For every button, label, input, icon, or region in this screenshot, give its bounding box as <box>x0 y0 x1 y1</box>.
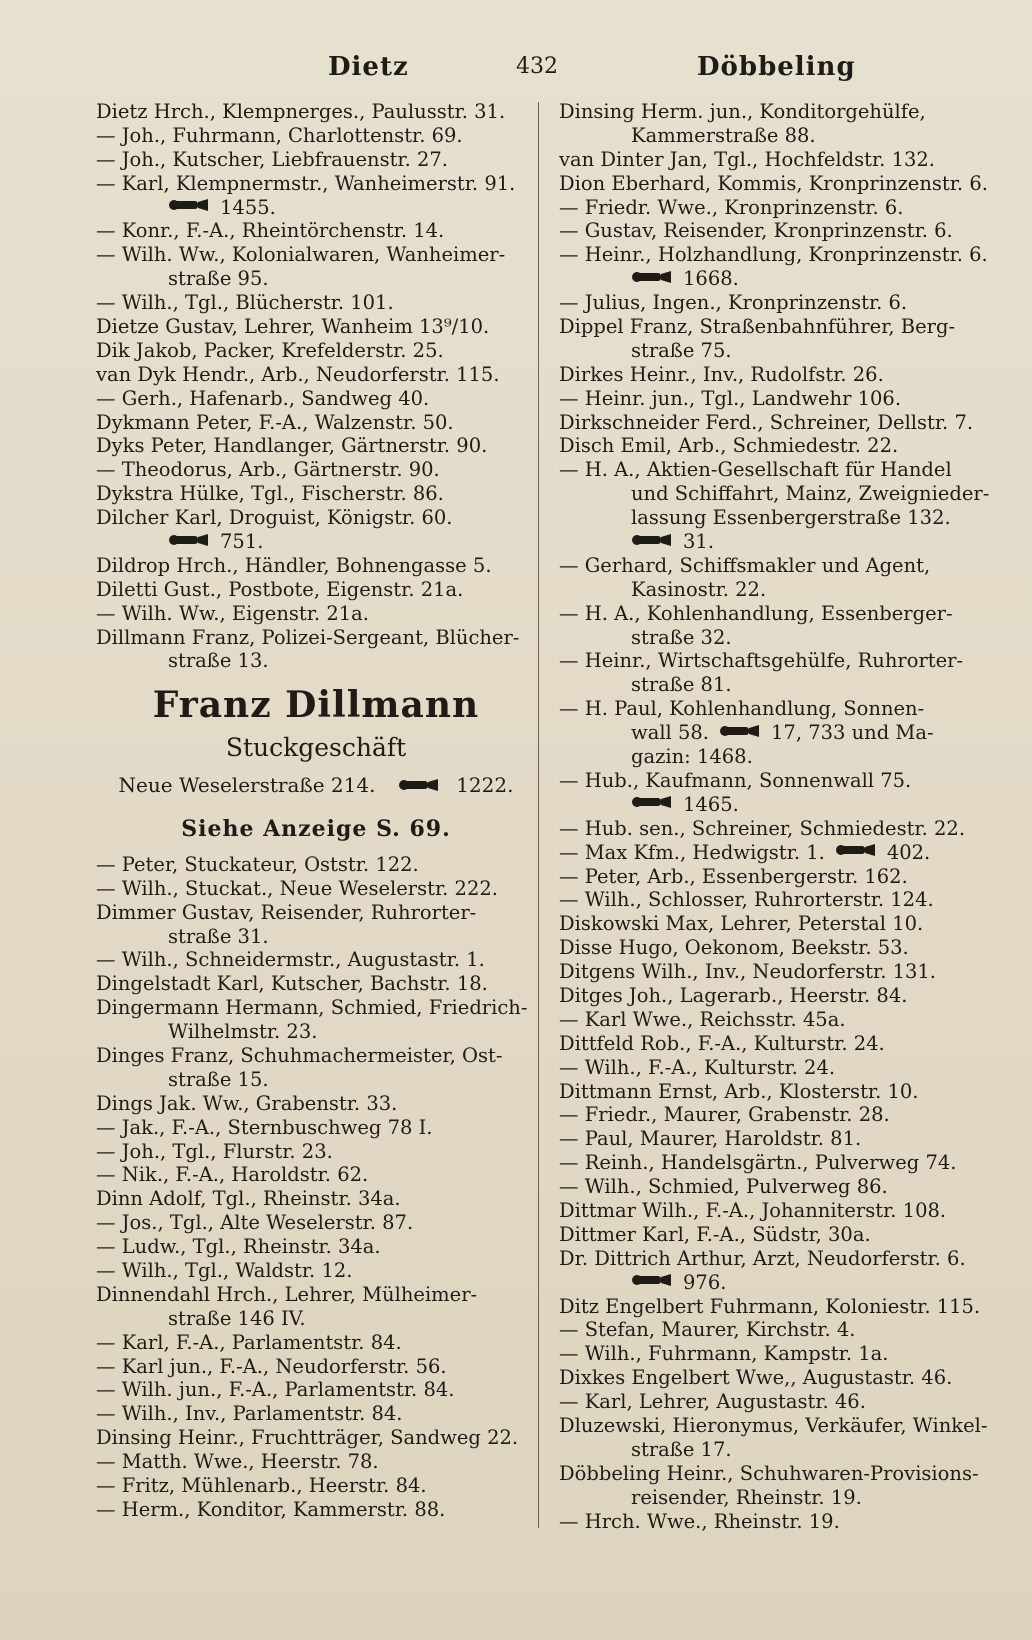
entry-text: van Dinter Jan, Tgl., Hochfeldstr. 132. <box>559 147 935 171</box>
directory-entry-line <box>559 888 987 912</box>
directory-entry-line <box>559 458 987 482</box>
directory-entry-line <box>96 506 536 530</box>
left-entries-after-ad <box>96 853 536 1522</box>
directory-entry-line <box>96 1426 536 1450</box>
entry-text: — Wilh., Stuckat., Neue Weselerstr. 222. <box>96 876 498 900</box>
entry-text: — Nik., F.-A., Haroldstr. 62. <box>96 1163 369 1187</box>
directory-entry-line <box>96 1378 536 1402</box>
directory-entry-line <box>559 936 987 960</box>
entry-text: — H. Paul, Kohlenhandlung, Sonnen- <box>559 697 925 721</box>
entry-text: straße 75. <box>631 338 732 362</box>
directory-entry-line <box>559 673 987 697</box>
ad-reference: Siehe Anzeige S. 69. <box>181 815 451 842</box>
directory-entry-line <box>96 877 536 901</box>
telephone-icon <box>631 1271 677 1295</box>
directory-entry-line <box>96 901 536 925</box>
directory-entry-line <box>559 841 987 865</box>
entry-text: Dinnendahl Hrch., Lehrer, Mülheimer- <box>96 1282 478 1306</box>
directory-entry-line <box>96 458 536 482</box>
entry-text: straße 95. <box>168 267 269 291</box>
entry-text: Dittmann Ernst, Arb., Klosterstr. 10. <box>559 1079 919 1103</box>
directory-entry-line <box>96 482 536 506</box>
entry-text: 31. <box>683 530 715 554</box>
directory-entry-line <box>559 267 987 291</box>
directory-entry-line <box>96 1307 536 1331</box>
entry-text: wall 58. <box>631 721 709 745</box>
left-entries <box>96 100 536 673</box>
entry-text: — Hub. sen., Schreiner, Schmiedestr. 22. <box>559 816 966 840</box>
directory-entry-line <box>559 196 987 220</box>
directory-entry-line <box>96 578 536 602</box>
entry-text: Dilcher Karl, Droguist, Königstr. 60. <box>96 506 453 530</box>
entry-text: Dings Jak. Ww., Grabenstr. 33. <box>96 1091 398 1115</box>
entry-text: — Hrch. Wwe., Rheinstr. 19. <box>559 1509 840 1533</box>
entry-text: Dion Eberhard, Kommis, Kronprinzenstr. 6. <box>559 171 988 195</box>
ad-address-line <box>96 765 536 807</box>
directory-entry-line <box>559 1462 987 1486</box>
directory-entry-line <box>559 1223 987 1247</box>
entry-text: Dinsing Heinr., Fruchtträger, Sandweg 22. <box>96 1426 519 1450</box>
entry-phone-number: 402. <box>886 840 931 864</box>
directory-entry-line <box>559 482 990 506</box>
directory-entry-line <box>96 1140 536 1164</box>
directory-entry-line <box>96 315 536 339</box>
entry-text: Disch Emil, Arb., Schmiedestr. 22. <box>559 434 899 458</box>
entry-text: — Wilh., Inv., Parlamentstr. 84. <box>96 1402 403 1426</box>
directory-entry-line <box>96 1331 536 1355</box>
entry-text: — Theodorus, Arb., Gärtnerstr. 90. <box>96 458 440 482</box>
right-column <box>559 100 990 1533</box>
entry-text: — Wilh., F.-A., Kulturstr. 24. <box>559 1055 836 1079</box>
entry-text: straße 81. <box>631 673 732 697</box>
entry-text: — H. A., Kohlenhandlung, Essenberger- <box>559 601 953 625</box>
directory-entry-line <box>96 1020 536 1044</box>
directory-entry-line <box>96 530 536 554</box>
directory-entry-line <box>96 972 536 996</box>
directory-entry-line <box>559 793 987 817</box>
telephone-icon <box>168 531 214 555</box>
directory-entry-line <box>96 196 536 220</box>
directory-entry-line <box>96 1474 536 1498</box>
entry-text: Ditz Engelbert Fuhrmann, Koloniestr. 115. <box>559 1294 981 1318</box>
entry-text: — Joh., Tgl., Flurstr. 23. <box>96 1139 333 1163</box>
entry-text: Diletti Gust., Postbote, Eigenstr. 21a. <box>96 577 464 601</box>
entry-text: 1668. <box>683 267 739 291</box>
directory-entry-line <box>559 506 987 530</box>
entry-text: lassung Essenbergerstraße 132. <box>631 506 951 530</box>
directory-entry-line <box>96 339 536 363</box>
directory-entry-line <box>559 649 987 673</box>
directory-entry-line <box>559 1486 987 1510</box>
directory-entry-line <box>96 1402 536 1426</box>
directory-entry-line <box>559 387 987 411</box>
entry-text: gazin: 1468. <box>631 745 753 769</box>
entry-text: — Wilh., Tgl., Waldstr. 12. <box>96 1259 353 1283</box>
entry-text: — Karl, F.-A., Parlamentstr. 84. <box>96 1330 402 1354</box>
directory-entry-line <box>559 1318 987 1342</box>
header-left-keyword: Dietz <box>328 52 409 82</box>
entry-text: — Heinr. jun., Tgl., Landwehr 106. <box>559 386 902 410</box>
directory-entry-line <box>559 411 987 435</box>
directory-entry-line <box>96 853 536 877</box>
directory-entry-line <box>559 172 987 196</box>
telephone-icon <box>835 841 881 865</box>
entry-text: Dykstra Hülke, Tgl., Fischerstr. 86. <box>96 482 444 506</box>
entry-text: — Paul, Maurer, Haroldstr. 81. <box>559 1127 862 1151</box>
entry-text: Diskowski Max, Lehrer, Peterstal 10. <box>559 912 924 936</box>
directory-entry-line <box>559 434 987 458</box>
ad-business-type: Stuckgeschäft <box>225 733 407 763</box>
entry-text: — Karl, Klempnermstr., Wanheimerstr. 91. <box>96 171 516 195</box>
telephone-icon <box>168 196 214 220</box>
header-right-keyword: Döbbeling <box>697 52 856 82</box>
directory-entry-line <box>559 530 987 554</box>
entry-text: — Reinh., Handelsgärtn., Pulverweg 74. <box>559 1151 957 1175</box>
directory-entry-line <box>96 1116 536 1140</box>
directory-entry-line <box>96 100 536 124</box>
directory-entry-line <box>559 1127 987 1151</box>
directory-entry-line <box>96 1355 536 1379</box>
directory-entry-line <box>559 912 987 936</box>
directory-entry-line <box>96 948 536 972</box>
entry-text: reisender, Rheinstr. 19. <box>631 1485 862 1509</box>
directory-entry-line <box>559 1390 987 1414</box>
entry-text: — Wilh., Schlosser, Ruhrorterstr. 124. <box>559 888 934 912</box>
entry-text: — Friedr., Maurer, Grabenstr. 28. <box>559 1103 890 1127</box>
entry-text: — Gustav, Reisender, Kronprinzenstr. 6. <box>559 219 953 243</box>
directory-entry-line <box>96 148 536 172</box>
directory-entry-line <box>559 243 987 267</box>
directory-entry-line <box>559 1271 987 1295</box>
entry-text: — Max Kfm., Hedwigstr. 1. <box>559 840 825 864</box>
directory-entry-line <box>559 960 987 984</box>
entry-text: Dingermann Hermann, Schmied, Friedrich- <box>96 996 528 1020</box>
directory-entry-line <box>559 1032 987 1056</box>
directory-entry-line <box>559 554 987 578</box>
entry-text: — Wilh., Fuhrmann, Kampstr. 1a. <box>559 1342 889 1366</box>
telephone-icon <box>398 767 444 807</box>
entry-text: — Jos., Tgl., Alte Weselerstr. 87. <box>96 1211 414 1235</box>
directory-entry-line <box>96 1259 536 1283</box>
directory-entry-line <box>96 1211 536 1235</box>
entry-text: Dr. Dittrich Arthur, Arzt, Neudorferstr. 6. <box>559 1246 966 1270</box>
directory-entry-line <box>96 1283 536 1307</box>
entry-text: Wilhelmstr. 23. <box>168 1020 318 1044</box>
directory-entry-line <box>559 626 987 650</box>
directory-entry-line <box>96 124 536 148</box>
entry-text: — Heinr., Holzhandlung, Kronprinzenstr. 6. <box>559 243 988 267</box>
entry-text: — Konr., F.-A., Rheintörchenstr. 14. <box>96 219 445 243</box>
entry-text: Dixkes Engelbert Wwe,, Augustastr. 46. <box>559 1366 953 1390</box>
entry-text: Dittmar Wilh., F.-A., Johanniterstr. 108. <box>559 1198 947 1222</box>
directory-entry-line <box>559 219 987 243</box>
entry-text: Dirkschneider Ferd., Schreiner, Dellstr. 7. <box>559 410 974 434</box>
telephone-icon <box>631 531 677 555</box>
directory-entry-line <box>96 411 536 435</box>
directory-entry-line <box>96 387 536 411</box>
directory-entry-line <box>559 1342 987 1366</box>
directory-entry-line <box>559 363 987 387</box>
entry-text: — Wilh., Schneidermstr., Augustastr. 1. <box>96 948 485 972</box>
entry-text: — Peter, Stuckateur, Oststr. 122. <box>96 852 419 876</box>
directory-entry-line <box>96 267 536 291</box>
directory-entry-line <box>559 1151 987 1175</box>
entry-text: — Karl Wwe., Reichsstr. 45a. <box>559 1007 846 1031</box>
directory-entry-line <box>96 172 536 196</box>
directory-entry-line <box>559 984 987 1008</box>
entry-text: — Gerhard, Schiffsmakler und Agent, <box>559 553 931 577</box>
entry-text: Dietze Gustav, Lehrer, Wanheim 13⁹/10. <box>96 315 490 339</box>
directory-entry-line <box>96 626 536 650</box>
entry-text: Dingelstadt Karl, Kutscher, Bachstr. 18. <box>96 972 488 996</box>
directory-entry-line <box>559 745 987 769</box>
entry-text: Dirkes Heinr., Inv., Rudolfstr. 26. <box>559 362 884 386</box>
entry-text: straße 31. <box>168 924 269 948</box>
directory-entry-line <box>559 1080 987 1104</box>
entry-text: 1465. <box>683 792 739 816</box>
directory-entry-line <box>559 602 987 626</box>
entry-text: Dinsing Herm. jun., Konditorgehülfe, <box>559 100 926 123</box>
ad-company-name: Franz Dillmann <box>152 684 480 727</box>
directory-entry-line <box>559 865 987 889</box>
entry-text: Dimmer Gustav, Reisender, Ruhrorter- <box>96 900 477 924</box>
directory-entry-line <box>559 1056 987 1080</box>
entry-text: 976. <box>683 1270 727 1294</box>
directory-entry-line <box>559 339 987 363</box>
entry-text: — Jak., F.-A., Sternbuschweg 78 I. <box>96 1115 433 1139</box>
entry-text: Kasinostr. 22. <box>631 577 767 601</box>
directory-entry-line <box>96 1068 536 1092</box>
advertisement <box>96 679 536 851</box>
entry-text: — Joh., Fuhrmann, Charlottenstr. 69. <box>96 123 463 147</box>
entry-text: Dykmann Peter, F.-A., Walzenstr. 50. <box>96 410 454 434</box>
entry-text: Dildrop Hrch., Händler, Bohnengasse 5. <box>96 553 492 577</box>
left-column <box>96 100 536 1522</box>
directory-entry-line <box>559 721 987 745</box>
directory-entry-line <box>559 1103 987 1127</box>
entry-text: straße 146 IV. <box>168 1306 306 1330</box>
directory-entry-line <box>559 1199 987 1223</box>
entry-text: Ditgens Wilh., Inv., Neudorferstr. 131. <box>559 960 937 984</box>
entry-text: und Schiffahrt, Mainz, Zweignieder- <box>631 482 990 506</box>
telephone-icon <box>719 722 765 746</box>
entry-text: — Ludw., Tgl., Rheinstr. 34a. <box>96 1235 381 1259</box>
entry-text: — Wilh. Ww., Kolonialwaren, Wanheimer- <box>96 243 506 267</box>
directory-entry-line <box>96 554 536 578</box>
entry-text: Dik Jakob, Packer, Krefelderstr. 25. <box>96 338 444 362</box>
directory-entry-line <box>559 769 987 793</box>
entry-text: straße 13. <box>168 649 269 673</box>
entry-text: Döbbeling Heinr., Schuhwaren-Provisions- <box>559 1461 979 1485</box>
entry-text: Dittfeld Rob., F.-A., Kulturstr. 24. <box>559 1031 885 1055</box>
directory-entry-line <box>96 925 536 949</box>
entry-text: straße 32. <box>631 625 732 649</box>
entry-text: — Fritz, Mühlenarb., Heerstr. 84. <box>96 1474 427 1498</box>
column-divider <box>538 102 539 1528</box>
directory-entry-line <box>559 1438 987 1462</box>
entry-text: 751. <box>220 530 264 554</box>
entry-text: — Friedr. Wwe., Kronprinzenstr. 6. <box>559 195 904 219</box>
directory-entry-line <box>559 578 987 602</box>
right-entries <box>559 100 990 1533</box>
entry-text: — Heinr., Wirtschaftsgehülfe, Ruhrorter- <box>559 649 964 673</box>
directory-entry-line <box>96 291 536 315</box>
telephone-icon <box>631 268 677 292</box>
directory-entry-line <box>96 1235 536 1259</box>
directory-entry-line <box>96 1498 536 1522</box>
entry-text: — Joh., Kutscher, Liebfrauenstr. 27. <box>96 147 449 171</box>
directory-entry-line <box>559 1510 987 1534</box>
directory-entry-line <box>96 219 536 243</box>
entry-text: — Karl jun., F.-A., Neudorferstr. 56. <box>96 1354 447 1378</box>
entry-text: — Stefan, Maurer, Kirchstr. 4. <box>559 1318 856 1342</box>
entry-text: Dietz Hrch., Klempnerges., Paulusstr. 31. <box>96 100 506 123</box>
entry-text: — Wilh. Ww., Eigenstr. 21a. <box>96 601 369 625</box>
entry-text: — H. A., Aktien-Gesellschaft für Handel <box>559 458 952 482</box>
directory-entry-line <box>96 602 536 626</box>
entry-text: straße 15. <box>168 1067 269 1091</box>
entry-text: — Peter, Arb., Essenbergerstr. 162. <box>559 864 908 888</box>
directory-entry-line <box>96 363 536 387</box>
entry-text: Dluzewski, Hieronymus, Verkäufer, Winkel- <box>559 1413 988 1437</box>
entry-text: — Gerh., Hafenarb., Sandweg 40. <box>96 386 430 410</box>
entry-text: Dinn Adolf, Tgl., Rheinstr. 34a. <box>96 1187 401 1211</box>
entry-text: — Wilh. jun., F.-A., Parlamentstr. 84. <box>96 1378 455 1402</box>
entry-text: Dyks Peter, Handlanger, Gärtnerstr. 90. <box>96 434 488 458</box>
entry-text: Kammerstraße 88. <box>631 123 816 147</box>
entry-text: — Karl, Lehrer, Augustastr. 46. <box>559 1390 866 1414</box>
directory-entry-line <box>559 100 987 124</box>
directory-entry-line <box>559 697 987 721</box>
directory-entry-line <box>96 1187 536 1211</box>
entry-text: — Hub., Kaufmann, Sonnenwall 75. <box>559 768 912 792</box>
directory-entry-line <box>96 1044 536 1068</box>
entry-text: — Wilh., Tgl., Blücherstr. 101. <box>96 291 394 315</box>
directory-entry-line <box>559 1295 987 1319</box>
directory-entry-line <box>96 1092 536 1116</box>
directory-entry-line <box>559 315 987 339</box>
entry-text: — Matth. Wwe., Heerstr. 78. <box>96 1450 379 1474</box>
page-number: 432 <box>516 54 558 79</box>
directory-entry-line <box>559 148 987 172</box>
entry-text: Dinges Franz, Schuhmachermeister, Ost- <box>96 1044 503 1067</box>
page-header <box>0 52 1032 92</box>
entry-text: van Dyk Hendr., Arb., Neudorferstr. 115. <box>96 362 500 386</box>
entry-text: — Julius, Ingen., Kronprinzenstr. 6. <box>559 291 908 315</box>
entry-text: Dillmann Franz, Polizei-Sergeant, Blücher- <box>96 625 520 649</box>
directory-entry-line <box>559 1366 987 1390</box>
entry-text: — Herm., Konditor, Kammerstr. 88. <box>96 1497 446 1521</box>
directory-entry-line <box>559 1247 987 1271</box>
directory-entry-line <box>96 1163 536 1187</box>
entry-text: Dippel Franz, Straßenbahnführer, Berg- <box>559 315 956 339</box>
entry-text: straße 17. <box>631 1437 732 1461</box>
directory-entry-line <box>559 1008 987 1032</box>
directory-entry-line <box>559 1175 987 1199</box>
entry-phone-number: 17, 733 und Ma- <box>771 721 934 745</box>
ad-phone: 1222. <box>456 773 514 798</box>
entry-text: Ditges Joh., Lagerarb., Heerstr. 84. <box>559 983 908 1007</box>
directory-entry-line <box>559 1414 987 1438</box>
directory-entry-line <box>96 434 536 458</box>
directory-entry-line <box>96 243 536 267</box>
directory-entry-line <box>96 1450 536 1474</box>
telephone-icon <box>631 793 677 817</box>
directory-entry-line <box>559 291 987 315</box>
directory-entry-line <box>96 649 536 673</box>
directory-entry-line <box>559 124 987 148</box>
entry-text: Dittmer Karl, F.-A., Südstr, 30a. <box>559 1222 871 1246</box>
entry-text: 1455. <box>220 195 276 219</box>
directory-entry-line <box>96 996 536 1020</box>
ad-address: Neue Weselerstraße 214. <box>118 773 376 798</box>
entry-text: Disse Hugo, Oekonom, Beekstr. 53. <box>559 936 909 960</box>
directory-entry-line <box>559 817 987 841</box>
entry-text: — Wilh., Schmied, Pulverweg 86. <box>559 1175 888 1199</box>
